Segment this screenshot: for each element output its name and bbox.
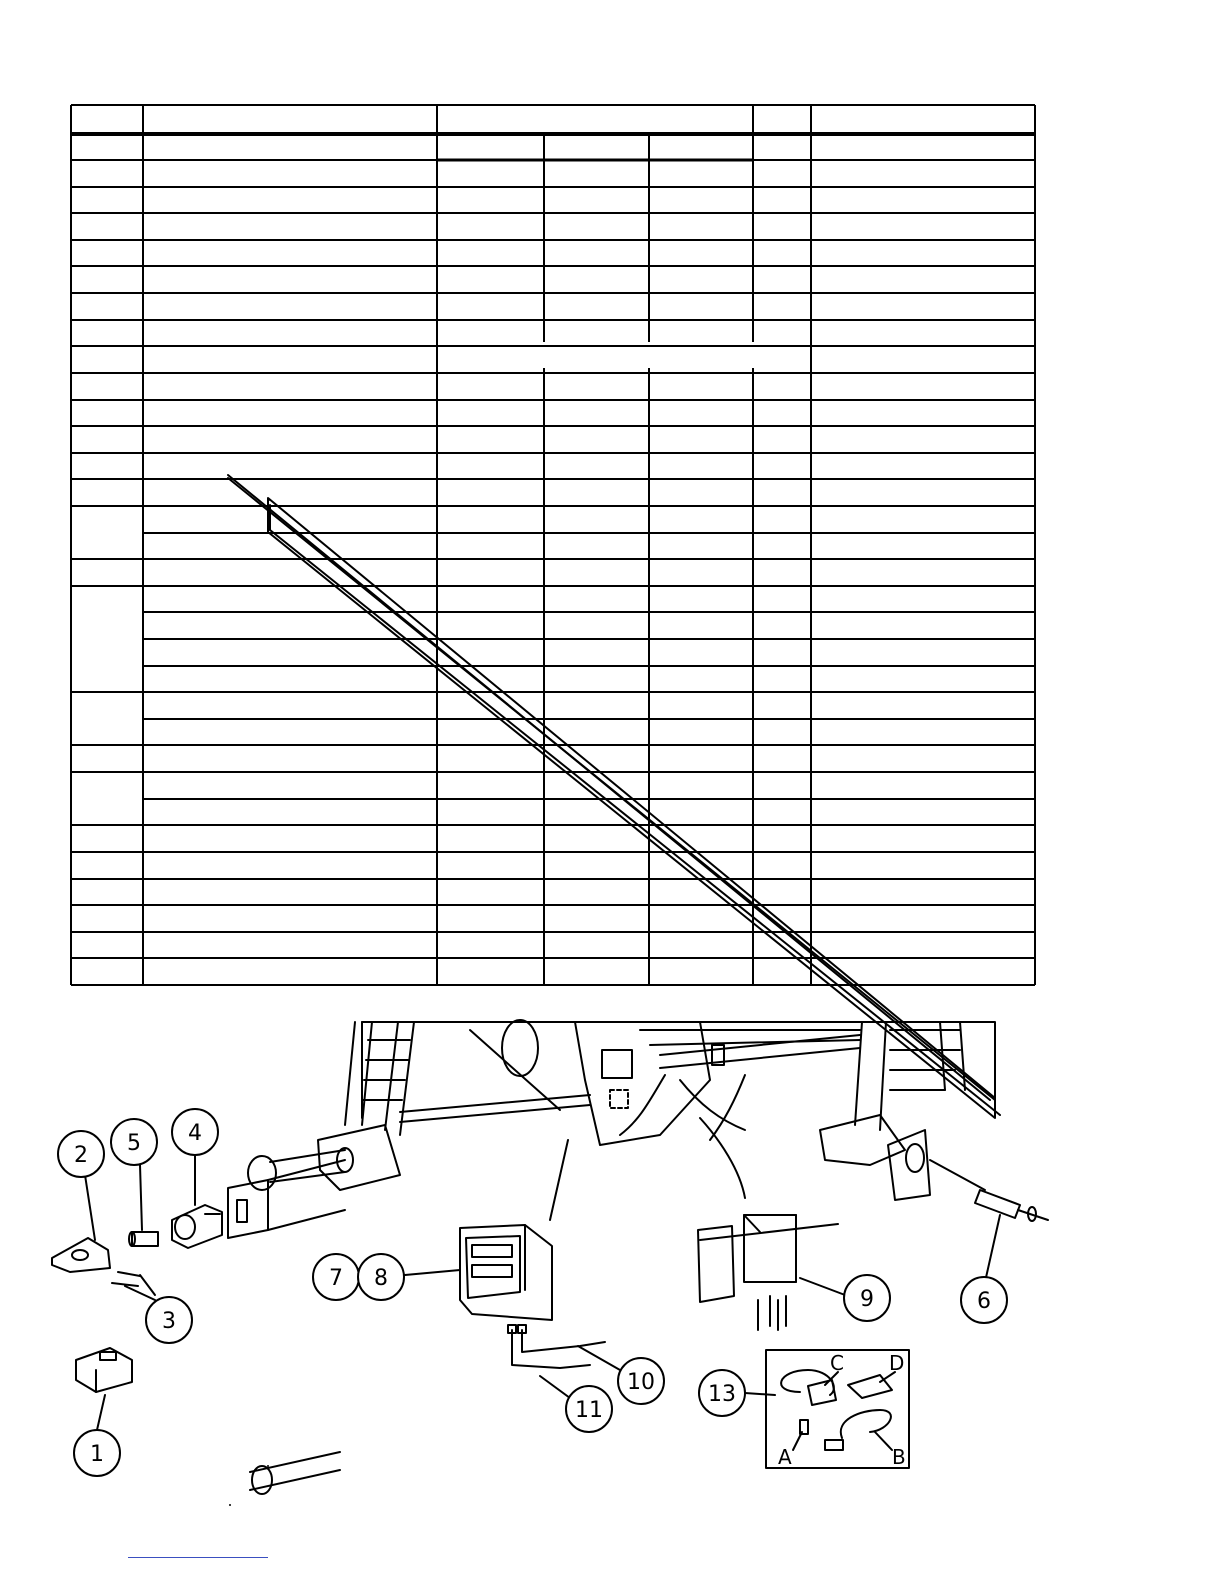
callout-11 xyxy=(566,1386,612,1432)
svg-text:3: 3 xyxy=(162,1309,176,1334)
svg-text:8: 8 xyxy=(374,1266,388,1291)
svg-text:11: 11 xyxy=(575,1398,603,1423)
part-5-bushing xyxy=(129,1232,158,1246)
svg-text:10: 10 xyxy=(627,1370,655,1395)
svg-text:2: 2 xyxy=(74,1143,88,1168)
footer-link[interactable] xyxy=(128,1557,268,1558)
kit-letter-d: D xyxy=(889,1351,905,1375)
kit-letter-c: C xyxy=(830,1351,844,1375)
part-1-clevis xyxy=(76,1348,132,1392)
part-2-hitch xyxy=(52,1238,110,1272)
kit-letter-b: B xyxy=(892,1445,906,1469)
part-4-flange xyxy=(172,1205,222,1248)
front-hitch-plate xyxy=(228,1148,353,1238)
callout-13 xyxy=(699,1370,745,1416)
part-6-shaft xyxy=(930,1160,1048,1221)
callout-9 xyxy=(844,1275,890,1321)
callout-1 xyxy=(74,1430,120,1476)
svg-text:6: 6 xyxy=(977,1289,991,1314)
callout-8 xyxy=(358,1254,404,1300)
part-3-pins xyxy=(112,1272,140,1286)
kit-letter-a: A xyxy=(778,1445,792,1469)
svg-text:5: 5 xyxy=(127,1131,141,1156)
part-7-8-control-box xyxy=(460,1140,568,1320)
callout-10 xyxy=(618,1358,664,1404)
svg-text:7: 7 xyxy=(329,1266,343,1291)
callout-3 xyxy=(146,1297,192,1343)
svg-text:9: 9 xyxy=(860,1287,874,1312)
svg-text:1: 1 xyxy=(90,1442,104,1467)
callout-6 xyxy=(961,1277,1007,1323)
part-9-mount xyxy=(698,1118,838,1330)
svg-text:13: 13 xyxy=(708,1382,736,1407)
callout-5 xyxy=(111,1119,157,1165)
callout-4 xyxy=(172,1109,218,1155)
part-10-11-cables xyxy=(508,1325,605,1368)
callout-2 xyxy=(58,1131,104,1177)
svg-text:4: 4 xyxy=(188,1121,202,1146)
callout-7 xyxy=(313,1254,359,1300)
